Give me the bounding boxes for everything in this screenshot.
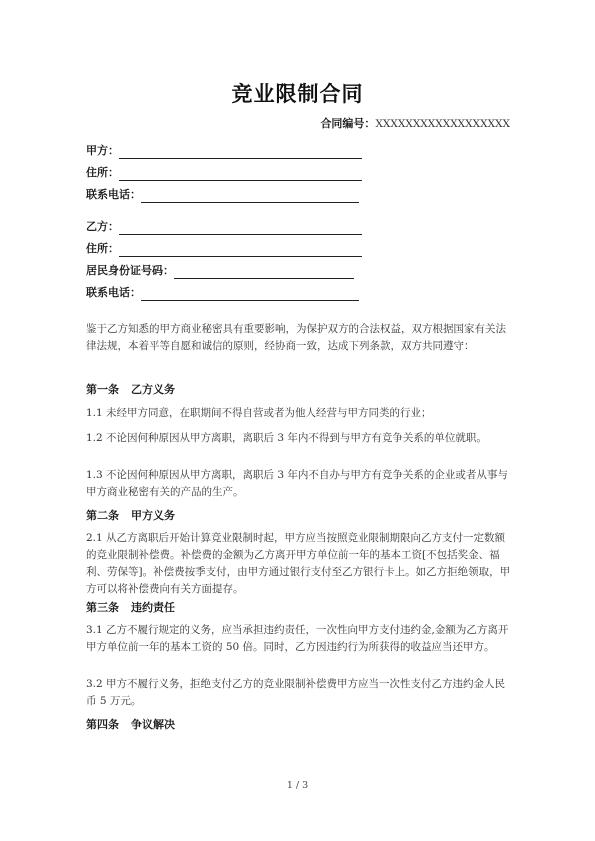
article-4-title: 争议解决 — [131, 718, 175, 731]
clause-3-2: 3.2 甲方不履行义务，拒绝支付乙方的竞业限制补偿费甲方应当一次性支付乙方违约金人民币 5 万元。 — [86, 678, 506, 707]
intro-paragraph: 鉴于乙方知悉的甲方商业秘密具有重要影响，为保护双方的合法权益，双方根据国家有关法律法规，本着平等自愿和诚信的原则，经协商一致，达成下列条款，双方共同遵守： — [86, 323, 506, 352]
article-2-number: 第二条 — [86, 509, 119, 522]
party-b-address-label: 住所： — [86, 242, 119, 255]
article-3-number: 第三条 — [86, 601, 119, 614]
party-b-address-row — [86, 241, 362, 257]
page-number: 1 / 3 — [286, 780, 309, 791]
article-3-title: 违约责任 — [131, 601, 175, 614]
party-b-name-row — [86, 219, 362, 235]
party-a-address-blank[interactable] — [119, 168, 362, 181]
party-b-phone-label: 联系电话： — [86, 286, 141, 299]
party-b-id-row — [86, 263, 354, 279]
article-3-heading — [86, 600, 175, 616]
party-b-name-label: 乙方： — [86, 220, 119, 233]
party-b-address-blank[interactable] — [119, 244, 362, 257]
party-b-phone-blank[interactable] — [141, 288, 359, 301]
article-2-title: 甲方义务 — [131, 509, 175, 522]
clause-1-3: 1.3 不论因何种原因从甲方离职，离职后 3 年内不自办与甲方有竞争关系的企业或者从事与甲方商业秘密有关的产品的生产。 — [86, 469, 508, 498]
clause-3-1: 3.1 乙方不履行规定的义务，应当承担违约责任，一次性向甲方支付违约金,金额为乙方离开甲方单位前一年的基本工资的 50 倍。同时，乙方因违约行为所获得的收益应当还甲方。 — [86, 624, 509, 653]
party-b-id-label: 居民身份证号码： — [86, 264, 174, 277]
article-2-heading — [86, 508, 175, 524]
party-a-name-label: 甲方： — [86, 144, 119, 157]
document-title: 竞业限制合同 — [231, 82, 364, 106]
party-b-phone-row — [86, 285, 359, 301]
party-a-phone-label: 联系电话： — [86, 188, 141, 201]
clause-1-1: 1.1 未经甲方同意，在职期间不得自营或者为他人经营与甲方同类的行业； — [86, 407, 432, 419]
article-1-title: 乙方义务 — [131, 383, 175, 396]
contract-number-value: XXXXXXXXXXXXXXXXXX — [375, 118, 510, 130]
party-a-phone-blank[interactable] — [141, 190, 359, 203]
party-a-name-blank[interactable] — [119, 146, 362, 159]
contract-number — [320, 116, 510, 132]
party-a-name-row — [86, 143, 362, 159]
party-b-id-blank[interactable] — [174, 266, 354, 279]
article-1-number: 第一条 — [86, 383, 119, 396]
clause-2-1: 2.1 从乙方离职后开始计算竞业限制时起，甲方应当按照竞业限制期限向乙方支付一定数额的竞业限制补偿费。补偿费的金额为乙方离开甲方单位前一年的基本工资[不包括奖金、福利、劳保等]。补偿费按季支付，由甲方通过银行支付至乙方银行卡上。如乙方拒绝领取，甲方可以将补偿费向有关方面提存。 — [86, 532, 511, 595]
party-a-phone-row — [86, 187, 359, 203]
party-b-name-blank[interactable] — [119, 222, 362, 235]
clause-1-2: 1.2 不论因何种原因从甲方离职，离职后 3 年内不得到与甲方有竞争关系的单位就职。 — [86, 432, 487, 444]
article-4-number: 第四条 — [86, 718, 119, 731]
party-a-address-label: 住所： — [86, 166, 119, 179]
party-a-address-row — [86, 165, 362, 181]
contract-number-label: 合同编号： — [320, 117, 376, 130]
article-4-heading — [86, 717, 175, 733]
article-1-heading — [86, 382, 175, 398]
